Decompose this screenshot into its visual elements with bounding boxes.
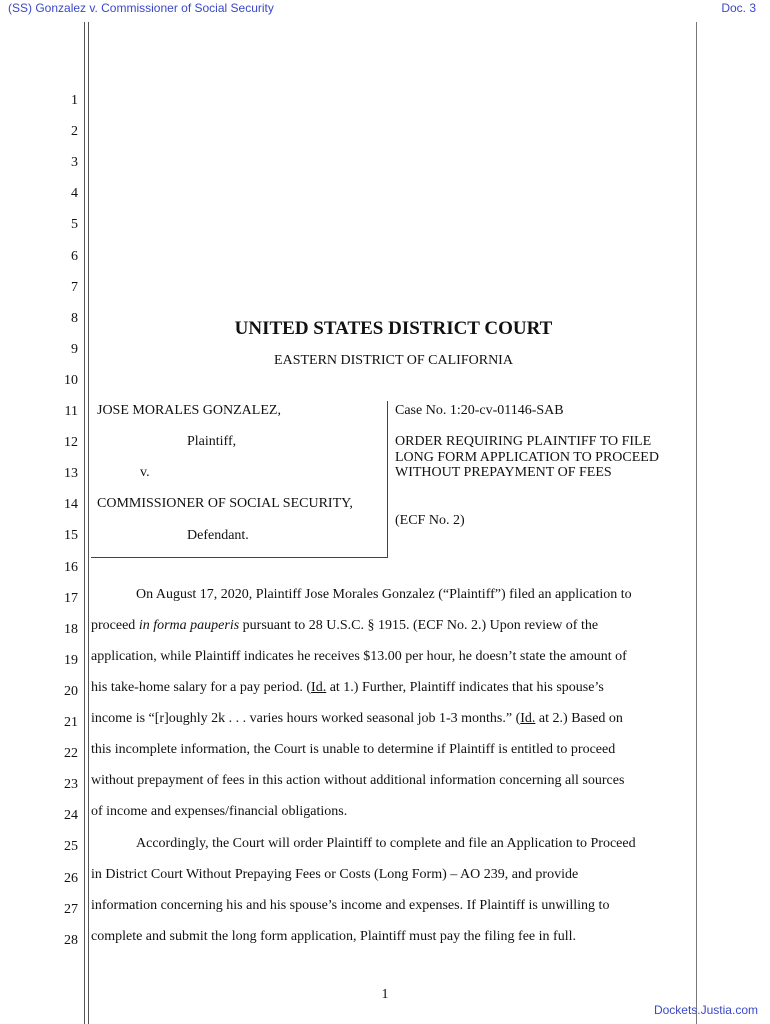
line-number: 10	[64, 372, 78, 388]
line-number: 24	[64, 808, 78, 824]
line-number: 9	[71, 341, 78, 357]
line-number: 4	[71, 186, 78, 202]
line-number: 8	[71, 310, 78, 326]
paragraph-2-line-3: information concerning his and his spouse’s income and expenses. If Plaintiff is unwilling to	[91, 898, 610, 913]
line-number: 5	[71, 217, 78, 233]
paragraph-2-line-1: Accordingly, the Court will order Plaintiff to complete and file an Application to Proceed	[136, 836, 636, 851]
line-number: 22	[64, 746, 78, 762]
court-district: EASTERN DISTRICT OF CALIFORNIA	[274, 353, 513, 368]
line-number: 20	[64, 683, 78, 699]
line-number: 19	[64, 652, 78, 668]
paragraph-1-line-1: On August 17, 2020, Plaintiff Jose Morales Gonzalez (“Plaintiff”) filed an application to	[136, 587, 632, 602]
case-number: Case No. 1:20-cv-01146-SAB	[395, 403, 564, 418]
line-number: 14	[64, 497, 78, 513]
caption-box-bottom-border	[91, 557, 388, 558]
document-header-title[interactable]: (SS) Gonzalez v. Commissioner of Social Security	[8, 1, 274, 15]
line-number: 18	[64, 621, 78, 637]
line-number: 11	[64, 404, 78, 419]
court-title: UNITED STATES DISTRICT COURT	[234, 318, 553, 339]
paragraph-1-line-8: of income and expenses/financial obligations.	[91, 804, 348, 819]
defendant-name: COMMISSIONER OF SOCIAL SECURITY,	[97, 496, 353, 511]
plaintiff-name: JOSE MORALES GONZALEZ,	[97, 403, 281, 418]
line-number: 7	[71, 279, 78, 295]
document-number-link[interactable]: Doc. 3	[721, 1, 756, 15]
line-number: 2	[71, 124, 78, 140]
paragraph-1-line-6: this incomplete information, the Court is unable to determine if Plaintiff is entitled to proceed	[91, 742, 616, 757]
plaintiff-role: Plaintiff,	[187, 434, 237, 449]
paragraph-1-line-3: application, while Plaintiff indicates he receives $13.00 per hour, he doesn’t state the amount of	[91, 649, 627, 664]
line-number: 27	[64, 901, 78, 917]
line-number: 25	[64, 839, 78, 855]
line-number: 15	[64, 528, 78, 544]
defendant-role: Defendant.	[187, 528, 249, 543]
line-number: 12	[64, 435, 78, 451]
paragraph-1-line-2: proceed in forma pauperis pursuant to 28 U.S.C. § 1915. (ECF No. 2.) Upon review of the	[91, 618, 599, 633]
left-margin-rule-inner	[88, 22, 89, 1024]
page-number: 1	[381, 987, 389, 1002]
line-number: 6	[71, 248, 78, 264]
versus: v.	[140, 465, 150, 480]
right-margin-rule	[696, 22, 697, 1024]
paragraph-2-line-2: in District Court Without Prepaying Fees or Costs (Long Form) – AO 239, and provide	[91, 867, 579, 882]
line-number: 21	[64, 715, 78, 730]
line-number: 16	[64, 559, 78, 575]
caption-box-right-border	[387, 401, 388, 558]
line-number: 17	[64, 590, 78, 606]
line-number: 3	[71, 155, 78, 171]
ecf-reference: (ECF No. 2)	[395, 513, 465, 528]
line-number: 28	[64, 932, 78, 948]
line-number: 13	[64, 466, 78, 482]
justia-footer-link[interactable]: Dockets.Justia.com	[653, 1003, 758, 1017]
paragraph-2-line-4: complete and submit the long form application, Plaintiff must pay the filing fee in full.	[91, 929, 576, 944]
paragraph-1-line-7: without prepayment of fees in this action without additional information concerning all sources	[91, 773, 625, 788]
line-number: 26	[64, 870, 78, 886]
paragraph-1-line-4: his take-home salary for a pay period. (Id. at 1.) Further, Plaintiff indicates that his spouse’s	[91, 680, 604, 695]
left-margin-rule	[84, 22, 85, 1024]
paragraph-1-line-5: income is “[r]oughly 2k . . . varies hours worked seasonal job 1-3 months.” (Id. at 2.) Based on	[91, 711, 623, 726]
order-title: ORDER REQUIRING PLAINTIFF TO FILE LONG FORM APPLICATION TO PROCEED WITHOUT PREPAYMENT OF FEES	[395, 434, 659, 480]
line-number: 1	[71, 93, 78, 108]
line-number: 23	[64, 777, 78, 793]
